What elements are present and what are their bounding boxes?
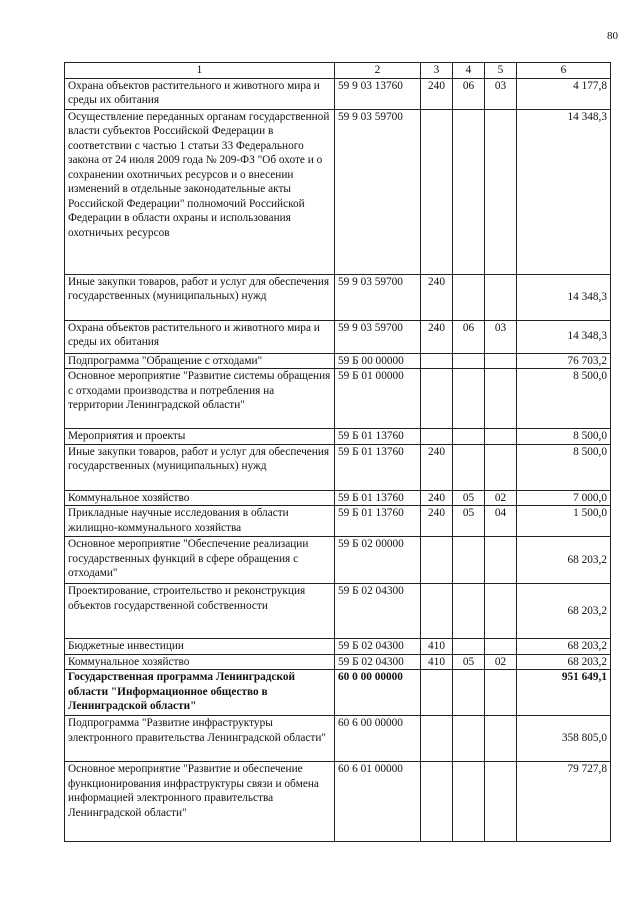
row-code: 59 Б 02 04300 (335, 584, 421, 639)
table-row (65, 78, 611, 109)
row-code: 59 Б 01 13760 (335, 429, 421, 445)
table-row (65, 639, 611, 655)
row-vr: 240 (421, 444, 453, 490)
row-code: 59 9 03 13760 (335, 78, 421, 109)
row-vr (421, 109, 453, 274)
row-code: 59 9 03 59700 (335, 320, 421, 353)
table-row (65, 584, 611, 639)
row-pr: 02 (485, 490, 517, 506)
row-code: 59 Б 02 00000 (335, 537, 421, 584)
row-vr: 410 (421, 654, 453, 670)
row-pr: 04 (485, 506, 517, 537)
row-pr (485, 369, 517, 429)
row-amount: 14 348,3 (517, 320, 611, 353)
row-amount: 68 203,2 (517, 537, 611, 584)
row-rz (453, 353, 485, 369)
row-vr: 240 (421, 490, 453, 506)
row-rz (453, 444, 485, 490)
row-vr (421, 716, 453, 762)
row-amount: 1 500,0 (517, 506, 611, 537)
row-name: Иные закупки товаров, работ и услуг для обеспечения государственных (муниципальных) нужд (65, 274, 335, 320)
row-code: 59 Б 01 00000 (335, 369, 421, 429)
table-row (65, 109, 611, 274)
row-amount: 8 500,0 (517, 369, 611, 429)
row-name: Проектирование, строительство и реконструкция объектов государственной собственности (65, 584, 335, 639)
budget-table (64, 62, 611, 842)
page-number: 80 (607, 30, 618, 42)
row-vr: 410 (421, 639, 453, 655)
row-amount: 14 348,3 (517, 109, 611, 274)
row-rz (453, 274, 485, 320)
row-code: 59 Б 01 13760 (335, 506, 421, 537)
header-col-3: 3 (421, 63, 453, 79)
row-amount: 68 203,2 (517, 584, 611, 639)
row-rz (453, 109, 485, 274)
row-code: 59 Б 02 04300 (335, 639, 421, 655)
row-vr (421, 353, 453, 369)
row-rz (453, 429, 485, 445)
row-vr (421, 584, 453, 639)
row-name: Подпрограмма "Развитие инфраструктуры электронного правительства Ленинградской области" (65, 716, 335, 762)
row-code: 60 0 00 00000 (335, 670, 421, 716)
row-rz: 05 (453, 490, 485, 506)
row-vr: 240 (421, 78, 453, 109)
row-vr (421, 369, 453, 429)
row-pr: 03 (485, 78, 517, 109)
row-pr (485, 584, 517, 639)
row-pr (485, 429, 517, 445)
row-name: Охрана объектов растительного и животного мира и среды их обитания (65, 78, 335, 109)
row-rz (453, 762, 485, 842)
header-col-6: 6 (517, 63, 611, 79)
table-row (65, 490, 611, 506)
table-row (65, 320, 611, 353)
row-rz (453, 716, 485, 762)
row-pr (485, 274, 517, 320)
table-row (65, 369, 611, 429)
table-row (65, 353, 611, 369)
row-pr (485, 353, 517, 369)
row-amount: 79 727,8 (517, 762, 611, 842)
row-vr (421, 429, 453, 445)
row-rz (453, 584, 485, 639)
row-vr: 240 (421, 320, 453, 353)
row-vr (421, 762, 453, 842)
header-col-4: 4 (453, 63, 485, 79)
header-col-1: 1 (65, 63, 335, 79)
row-name: Иные закупки товаров, работ и услуг для обеспечения государственных (муниципальных) нужд (65, 444, 335, 490)
row-name: Бюджетные инвестиции (65, 639, 335, 655)
header-col-5: 5 (485, 63, 517, 79)
table-row (65, 654, 611, 670)
row-amount: 14 348,3 (517, 274, 611, 320)
row-amount: 7 000,0 (517, 490, 611, 506)
row-amount: 8 500,0 (517, 444, 611, 490)
row-name: Осуществление переданных органам государственной власти субъектов Российской Федерации в соответствии с частью 1 статьи 33 Федерального закона от 24 июля 2009 года № 209-ФЗ "Об охоте и о сохранении охотничьих ресурсов и о внесении изменений в отдельные законодательные акты Российской Федерации" полномочий Российской Федерации в области охраны и использования охотничьих ресурсов (65, 109, 335, 274)
table-row (65, 716, 611, 762)
row-name: Коммунальное хозяйство (65, 654, 335, 670)
row-name: Основное мероприятие "Развитие и обеспечение функционирования инфраструктуры связи и обмена информацией электронного правительства Ленинградской области" (65, 762, 335, 842)
header-row (65, 63, 611, 79)
row-amount: 4 177,8 (517, 78, 611, 109)
row-code: 59 Б 02 04300 (335, 654, 421, 670)
row-pr (485, 716, 517, 762)
row-rz (453, 369, 485, 429)
row-rz (453, 670, 485, 716)
row-vr (421, 537, 453, 584)
row-name: Подпрограмма "Обращение с отходами" (65, 353, 335, 369)
row-pr (485, 762, 517, 842)
row-code: 59 Б 01 13760 (335, 444, 421, 490)
row-vr: 240 (421, 274, 453, 320)
row-amount: 8 500,0 (517, 429, 611, 445)
row-amount: 358 805,0 (517, 716, 611, 762)
row-pr (485, 444, 517, 490)
row-rz (453, 639, 485, 655)
row-code: 60 6 00 00000 (335, 716, 421, 762)
row-name: Основное мероприятие "Развитие системы обращения с отходами производства и потребления на территории Ленинградской области" (65, 369, 335, 429)
row-pr (485, 670, 517, 716)
row-code: 59 Б 01 13760 (335, 490, 421, 506)
row-code: 59 Б 00 00000 (335, 353, 421, 369)
row-name: Основное мероприятие "Обеспечение реализации государственных функций в сфере обращения с отходами" (65, 537, 335, 584)
row-code: 59 9 03 59700 (335, 109, 421, 274)
row-name: Государственная программа Ленинградской области "Информационное общество в Ленинградской области" (65, 670, 335, 716)
row-code: 59 9 03 59700 (335, 274, 421, 320)
row-amount: 68 203,2 (517, 639, 611, 655)
row-pr (485, 537, 517, 584)
table-row (65, 444, 611, 490)
header-col-2: 2 (335, 63, 421, 79)
row-name: Коммунальное хозяйство (65, 490, 335, 506)
row-rz (453, 537, 485, 584)
table-row (65, 274, 611, 320)
row-amount: 76 703,2 (517, 353, 611, 369)
row-rz: 05 (453, 654, 485, 670)
row-name: Прикладные научные исследования в области жилищно-коммунального хозяйства (65, 506, 335, 537)
row-vr (421, 670, 453, 716)
table-row-program (65, 670, 611, 716)
row-amount: 951 649,1 (517, 670, 611, 716)
table-row (65, 429, 611, 445)
row-rz: 05 (453, 506, 485, 537)
row-rz: 06 (453, 320, 485, 353)
row-name: Мероприятия и проекты (65, 429, 335, 445)
row-rz: 06 (453, 78, 485, 109)
row-pr: 03 (485, 320, 517, 353)
row-amount: 68 203,2 (517, 654, 611, 670)
row-pr (485, 639, 517, 655)
table-row (65, 537, 611, 584)
row-pr (485, 109, 517, 274)
row-pr: 02 (485, 654, 517, 670)
table-row (65, 762, 611, 842)
table-row (65, 506, 611, 537)
row-name: Охрана объектов растительного и животного мира и среды их обитания (65, 320, 335, 353)
row-code: 60 6 01 00000 (335, 762, 421, 842)
row-vr: 240 (421, 506, 453, 537)
